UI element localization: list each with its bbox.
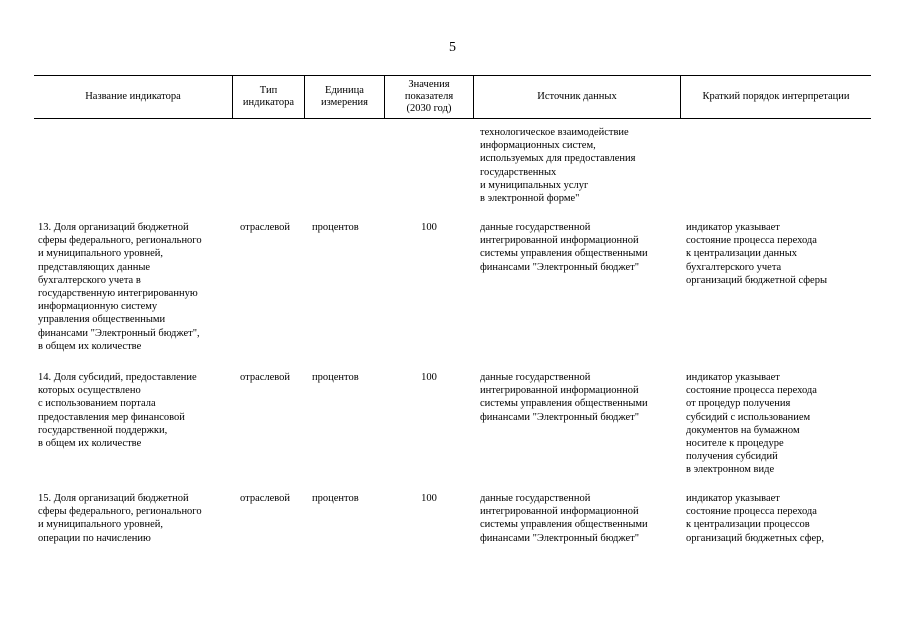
row-15-name: 15. Доля организаций бюджетной сферы федерального, регионального и муниципального уровней, операции по начислению	[38, 493, 202, 544]
row-13-unit: процентов	[312, 222, 359, 233]
page-number: 5	[449, 40, 456, 55]
row-14-source: данные государственной интегрированной информационной системы управления общественными финансами "Электронный бюджет"	[480, 372, 648, 423]
row-14-unit: процентов	[312, 372, 359, 383]
continued-source-cell: технологическое взаимодействие информационных систем, используемых для предоставления государственных и муниципальных услуг в электронной форме"	[480, 127, 636, 205]
header-indicator-type: Тип индикатора	[242, 85, 295, 108]
header-indicator-name: Название индикатора	[85, 91, 181, 102]
row-14-type: отраслевой	[240, 372, 291, 383]
row-15-source: данные государственной интегрированной информационной системы управления общественными финансами "Электронный бюджет"	[480, 493, 648, 544]
row-15-value: 100	[421, 493, 437, 504]
row-14-interpretation: индикатор указывает состояние процесса перехода от процедур получения субсидий с использованием документов на бумажном носителе к процедуре получения субсидий в электронном виде	[686, 372, 817, 476]
row-13-value: 100	[421, 222, 437, 233]
row-14-name: 14. Доля субсидий, предоставление которых осуществлено с использованием портала предоставления мер финансовой государственной поддержки, в общем их количестве	[38, 372, 197, 450]
row-13-name: 13. Доля организаций бюджетной сферы федерального, регионального и муниципального уровней, представляющих данные бухгалтерского учета в государственную интегрированную информационную систему управления общественными финансами "Электронный бюджет", в общем их количестве	[38, 222, 202, 352]
header-value-2030: Значения показателя (2030 год)	[404, 79, 454, 114]
row-13-type: отраслевой	[240, 222, 291, 233]
header-data-source: Источник данных	[537, 91, 617, 102]
row-13-interpretation: индикатор указывает состояние процесса перехода к централизации данных бухгалтерского учета организаций бюджетной сферы	[686, 222, 828, 286]
header-interpretation: Краткий порядок интерпретации	[702, 91, 850, 102]
row-15-type: отраслевой	[240, 493, 291, 504]
row-14-value: 100	[421, 372, 437, 383]
row-15-unit: процентов	[312, 493, 359, 504]
row-15-interpretation: индикатор указывает состояние процесса перехода к централизации процессов организаций бюджетных сфер,	[686, 493, 825, 544]
row-13-source: данные государственной интегрированной информационной системы управления общественными финансами "Электронный бюджет"	[480, 222, 648, 273]
header-unit: Единица измерения	[321, 85, 368, 108]
table-header-rule	[34, 118, 871, 119]
